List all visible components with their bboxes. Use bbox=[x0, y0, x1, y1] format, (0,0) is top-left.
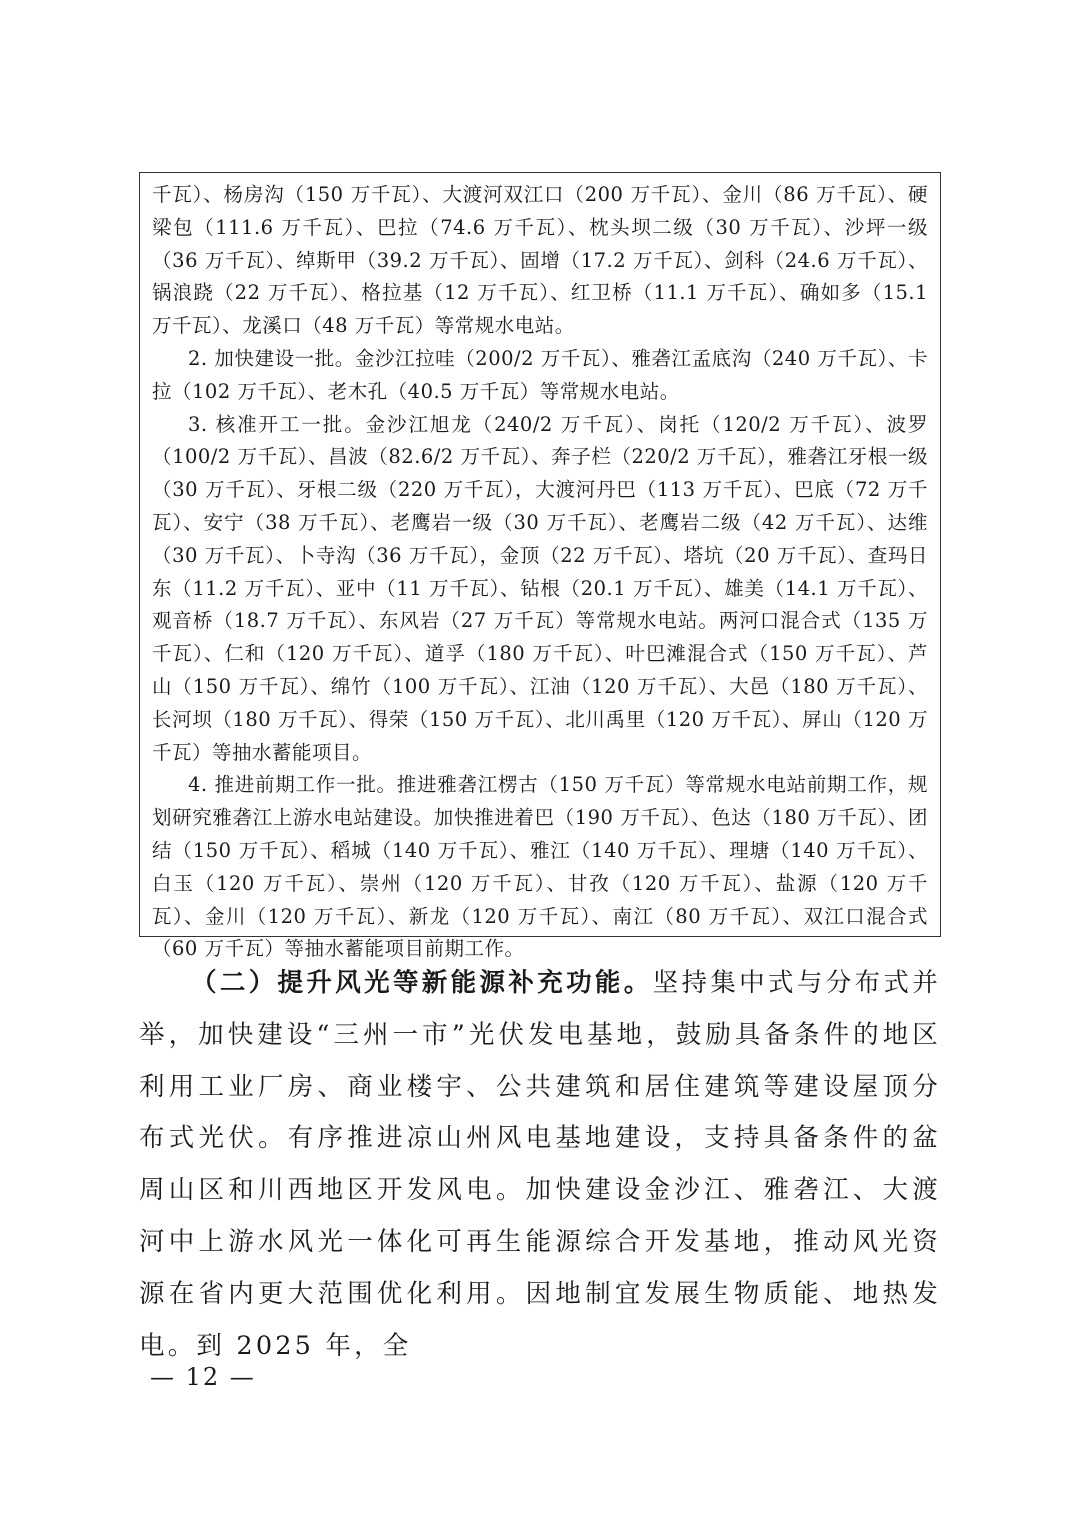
box-paragraph-continued: 千瓦）、杨房沟（150 万千瓦）、大渡河双江口（200 万千瓦）、金川（86 万千瓦）、硬梁包（111.6 万千瓦）、巴拉（74.6 万千瓦）、枕头坝二级（30 万千瓦）、沙坪一级（36 万千瓦）、绰斯甲（39.2 万千瓦）、固增（17.2 万千瓦）、剑科（24.6 万千瓦）、锅浪跷（22 万千瓦）、格拉基（12 万千瓦）、红卫桥（11.1 万千瓦）、确如多（15.1 万千瓦）、龙溪口（48 万千瓦）等常规水电站。 bbox=[152, 183, 928, 338]
section-body: 坚持集中式与分布式并举，加快建设“三州一市”光伏发电基地，鼓励具备条件的地区利用工业厂房、商业楼宇、公共建筑和居住建筑等建设屋顶分布式光伏。有序推进凉山州风电基地建设，支持具备条件的盆周山区和川西地区开发风电。加快建设金沙江、雅砻江、大渡河中上游水风光一体化可再生能源综合开发基地，推动风光资源在省内更大范围优化利用。因地制宜发展生物质能、地热发电。到 2025 年，全 bbox=[139, 968, 941, 1361]
section-heading: （二）提升风光等新能源补充功能。 bbox=[191, 968, 653, 998]
box-paragraph-accelerate-construction: 2. 加快建设一批。金沙江拉哇（200/2 万千瓦）、雅砻江孟底沟（240 万千瓦）、卡拉（102 万千瓦）、老木孔（40.5 万千瓦）等常规水电站。 bbox=[152, 346, 928, 403]
new-energy-paragraph bbox=[139, 958, 941, 1372]
box-paragraph-preliminary-work: 4. 推进前期工作一批。推进雅砻江楞古（150 万千瓦）等常规水电站前期工作，规划研究雅砻江上游水电站建设。加快推进着巴（190 万千瓦）、色达（180 万千瓦）、团结（150 万千瓦）、稻城（140 万千瓦）、雅江（140 万千瓦）、理塘（140 万千瓦）、白玉（120 万千瓦）、崇州（120 万千瓦）、甘孜（120 万千瓦）、盐源（120 万千瓦）、金川（120 万千瓦）、新龙（120 万千瓦）、南江（80 万千瓦）、双江口混合式（60 万千瓦）等抽水蓄能项目前期工作。 bbox=[152, 773, 928, 961]
hydropower-projects-box bbox=[139, 172, 941, 961]
main-body bbox=[139, 958, 941, 1372]
box-paragraph-approve-start: 3. 核准开工一批。金沙江旭龙（240/2 万千瓦）、岗托（120/2 万千瓦）、波罗（100/2 万千瓦）、昌波（82.6/2 万千瓦）、奔子栏（220/2 万千瓦），雅砻江牙根一级（30 万千瓦）、牙根二级（220 万千瓦），大渡河丹巴（113 万千瓦）、巴底（72 万千瓦）、安宁（38 万千瓦）、老鹰岩一级（30 万千瓦）、老鹰岩二级（42 万千瓦）、达维（30 万千瓦）、卜寺沟（36 万千瓦），金顶（22 万千瓦）、塔坑（20 万千瓦）、查玛日东（11.2 万千瓦）、亚中（11 万千瓦）、钻根（20.1 万千瓦）、雄美（14.1 万千瓦）、观音桥（18.7 万千瓦）、东风岩（27 万千瓦）等常规水电站。两河口混合式（135 万千瓦）、仁和（120 万千瓦）、道孚（180 万千瓦）、叶巴滩混合式（150 万千瓦）、芦山（150 万千瓦）、绵竹（100 万千瓦）、江油（120 万千瓦）、大邑（180 万千瓦）、长河坝（180 万千瓦）、得荣（150 万千瓦）、北川禹里（120 万千瓦）、屏山（120 万千瓦）等抽水蓄能项目。 bbox=[152, 412, 928, 764]
page-number: — 12 — bbox=[150, 1363, 256, 1391]
